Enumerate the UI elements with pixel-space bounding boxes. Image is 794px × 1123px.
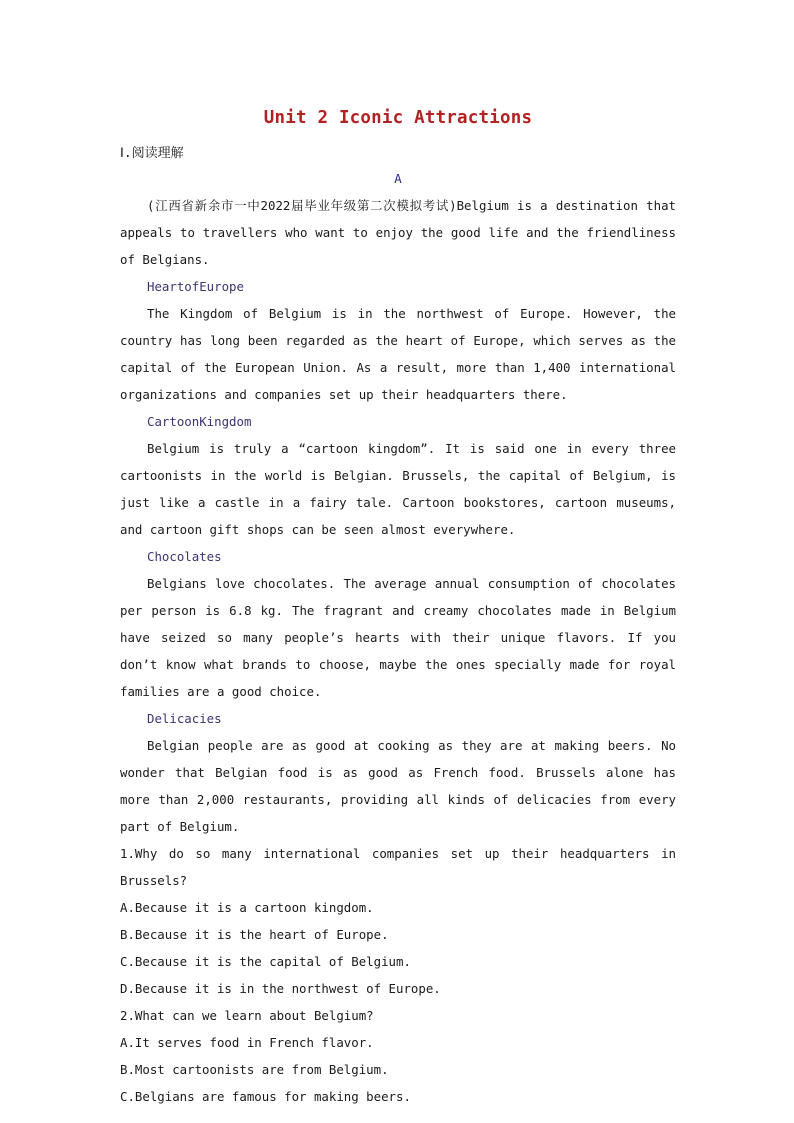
paragraph: Belgians love chocolates. The average annual consumption of chocolates per person is 6.8 kg. The fragrant and creamy chocolates made in Belgium have seized so many people’s hearts with their unique flavors. If you don’t know what brands to choose, maybe the ones specially made for royal families are a good choice.	[120, 576, 676, 699]
document-page	[120, 100, 676, 1110]
question-option: D.Because it is in the northwest of Europe.	[120, 981, 441, 996]
paragraph: The Kingdom of Belgium is in the northwest of Europe. However, the country has long been regarded as the heart of Europe, which serves as the capital of the European Union. As a result, more than 1,400 international organizations and companies set up their headquarters there.	[120, 306, 676, 402]
intro-paragraph: (江西省新余市一中2022届毕业年级第二次模拟考试)Belgium is a destination that appeals to travellers who want to enjoy the good life and the friendliness of Belgians.	[120, 198, 676, 267]
paragraph: Belgian people are as good at cooking as they are at making beers. No wonder that Belgian food is as good as French food. Brussels alone has more than 2,000 restaurants, providing all kinds of delicacies from every part of Belgium.	[120, 738, 676, 834]
question-1	[120, 840, 676, 1002]
question-stem: 2.What can we learn about Belgium?	[120, 1008, 374, 1023]
page-title: Unit 2 Iconic Attractions	[263, 108, 533, 128]
subheading: Delicacies	[147, 711, 222, 726]
section-heading: Ⅰ.阅读理解	[120, 146, 184, 161]
paragraph: Belgium is truly a “cartoon kingdom”. It is said one in every three cartoonists in the world is Belgian. Brussels, the capital of Belgium, is just like a castle in a fairy tale. Cartoon bookstores, cartoon museums, and cartoon gift shops can be seen almost everywhere.	[120, 441, 676, 537]
question-2	[120, 1002, 676, 1110]
question-option: C.Because it is the capital of Belgium.	[120, 954, 411, 969]
question-stem: 1.Why do so many international companies set up their headquarters in Brussels?	[120, 846, 676, 888]
question-option: A.It serves food in French flavor.	[120, 1035, 374, 1050]
article-section-chocolates	[120, 543, 676, 705]
question-option: A.Because it is a cartoon kingdom.	[120, 900, 374, 915]
article-section-cartoon-kingdom	[120, 408, 676, 543]
part-label: A	[394, 171, 402, 186]
subheading: HeartofEurope	[147, 279, 244, 294]
subheading: CartoonKingdom	[147, 414, 252, 429]
question-option: C.Belgians are famous for making beers.	[120, 1089, 411, 1104]
article-section-delicacies	[120, 705, 676, 840]
article-section-heart-of-europe	[120, 273, 676, 408]
question-option: B.Because it is the heart of Europe.	[120, 927, 389, 942]
question-option: B.Most cartoonists are from Belgium.	[120, 1062, 389, 1077]
subheading: Chocolates	[147, 549, 222, 564]
